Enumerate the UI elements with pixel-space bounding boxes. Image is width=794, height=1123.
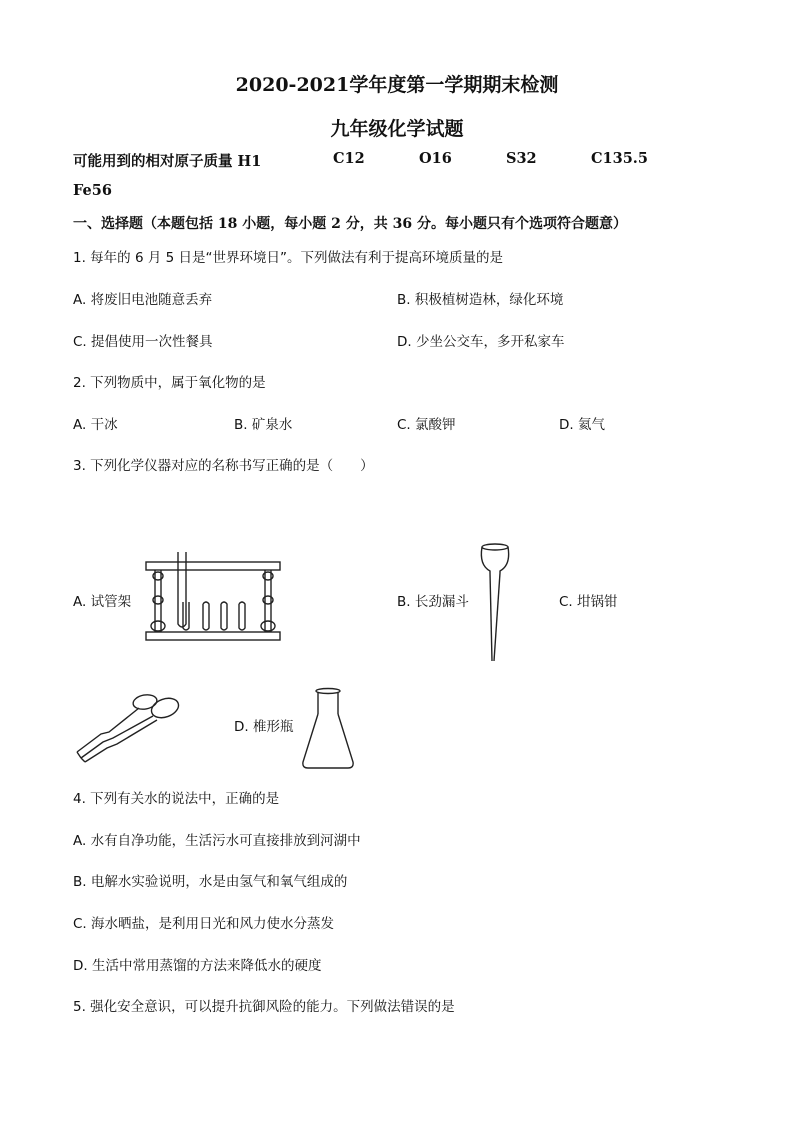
question-2-stem: 2. 下列物质中，属于氧化物的是 bbox=[73, 375, 266, 391]
question-4-option-d: D. 生活中常用蒸馏的方法来降低水的硬度 bbox=[73, 958, 322, 974]
long-neck-funnel-icon bbox=[476, 543, 514, 665]
question-4-stem: 4. 下列有关水的说法中，正确的是 bbox=[73, 791, 280, 807]
conical-flask-icon bbox=[300, 688, 356, 770]
question-4-option-a: A. 水有自净功能，生活污水可直接排放到河湖中 bbox=[73, 833, 361, 849]
section-heading: 一、选择题（本题包括 18 小题，每小题 2 分，共 36 分。每小题只有个选项符合题意） bbox=[73, 216, 627, 232]
page-subtitle: 九年级化学试题 bbox=[330, 118, 464, 140]
atomic-mass-fe: Fe56 bbox=[73, 182, 112, 199]
atomic-mass-s: S32 bbox=[506, 150, 537, 167]
question-1-option-d: D. 少坐公交车，多开私家车 bbox=[397, 334, 565, 350]
question-1-option-c: C. 提倡使用一次性餐具 bbox=[73, 334, 213, 350]
question-1-option-b: B. 积极植树造林，绿化环境 bbox=[397, 292, 564, 308]
page-title: 2020-2021学年度第一学期期末检测 bbox=[235, 74, 559, 96]
question-1-stem: 1. 每年的 6 月 5 日是“世界环境日”。下列做法有利于提高环境质量的是 bbox=[73, 250, 504, 266]
question-2-option-b: B. 矿泉水 bbox=[234, 417, 293, 433]
test-tube-rack-icon bbox=[143, 552, 283, 642]
question-1-option-a: A. 将废旧电池随意丢弃 bbox=[73, 292, 213, 308]
question-4-option-c: C. 海水晒盐，是利用日光和风力使水分蒸发 bbox=[73, 916, 335, 932]
question-5-stem: 5. 强化安全意识，可以提升抗御风险的能力。下列做法错误的是 bbox=[73, 999, 455, 1015]
crucible-tongs-icon bbox=[73, 692, 185, 764]
question-3-stem: 3. 下列化学仪器对应的名称书写正确的是（ ） bbox=[73, 458, 374, 474]
question-3-option-d: D. 椎形瓶 bbox=[234, 719, 294, 735]
question-2-option-d: D. 氦气 bbox=[559, 417, 605, 433]
question-4-option-b: B. 电解水实验说明，水是由氢气和氧气组成的 bbox=[73, 874, 348, 890]
atomic-mass-o: O16 bbox=[419, 150, 452, 167]
atomic-mass-label: 可能用到的相对原子质量 H1 bbox=[73, 153, 262, 170]
question-2-option-c: C. 氯酸钾 bbox=[397, 417, 456, 433]
question-2-option-a: A. 干冰 bbox=[73, 417, 118, 433]
question-3-option-a: A. 试管架 bbox=[73, 594, 132, 610]
question-3-option-b: B. 长劲漏斗 bbox=[397, 594, 469, 610]
question-3-option-c: C. 坩锅钳 bbox=[559, 594, 618, 610]
atomic-mass-cl: C135.5 bbox=[591, 150, 648, 167]
atomic-mass-c: C12 bbox=[333, 150, 365, 167]
